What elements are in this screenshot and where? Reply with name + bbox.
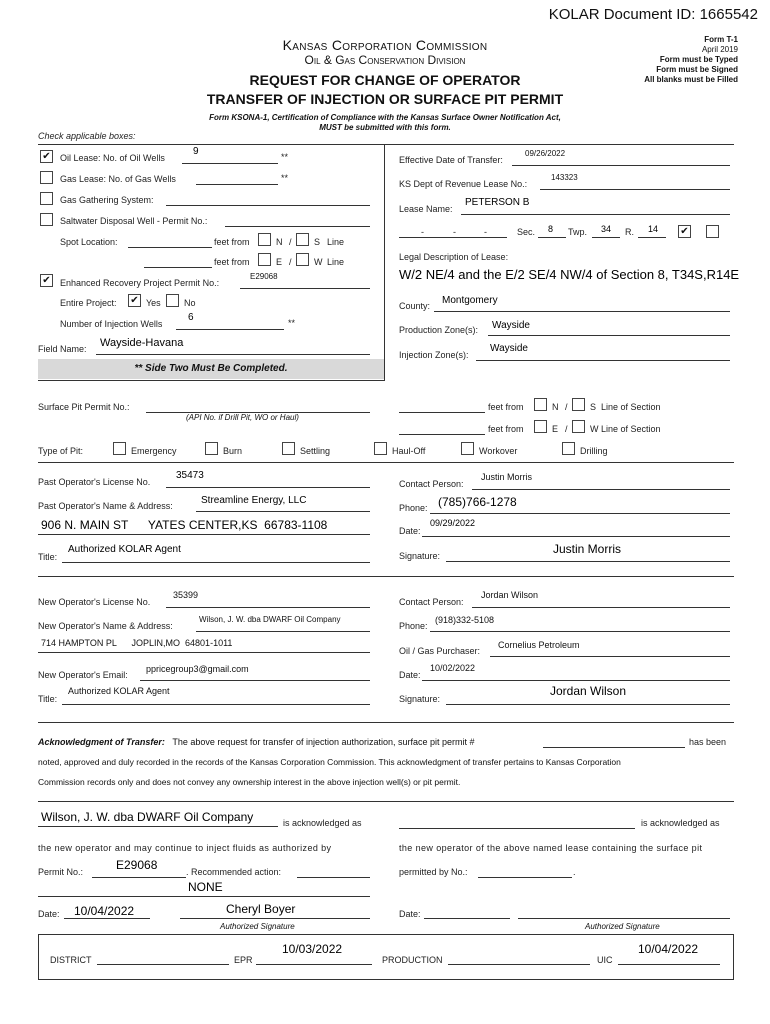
new-contact-label: Contact Person:: [399, 597, 464, 607]
gas-lease-label: Gas Lease: No. of Gas Wells: [60, 174, 176, 184]
subtitle-2: MUST be submitted with this form.: [319, 123, 451, 132]
document-id: KOLAR Document ID: 1665542: [548, 6, 758, 23]
oil-lease-checkbox[interactable]: [40, 150, 53, 163]
swd-checkbox[interactable]: [40, 213, 53, 226]
ack-left-name[interactable]: Wilson, J. W. dba DWARF Oil Company: [41, 810, 254, 824]
inj-zone-value[interactable]: Wayside: [490, 343, 528, 354]
form-title-2: TRANSFER OF INJECTION OR SURFACE PIT PERMIT: [206, 91, 564, 107]
pit-type-settling-checkbox[interactable]: [282, 442, 295, 455]
production-label: PRODUCTION: [382, 955, 443, 965]
ack-heading: Acknowledgment of Transfer:: [38, 737, 165, 747]
range-e-checkbox[interactable]: [678, 225, 691, 238]
pit-type-label: Type of Pit:: [38, 446, 84, 456]
side-two-banner: ** Side Two Must Be Completed.: [38, 359, 384, 379]
past-phone-label: Phone:: [399, 503, 428, 513]
ack-text2: noted, approved and duly recorded in the records of the Kansas Corporation Commission. This acknowledgment of transfer pertains to Kansas Corporation: [38, 757, 621, 767]
ack-left-auth-sig: Authorized Signature: [220, 922, 295, 931]
subtitle-1: Form KSONA-1, Certification of Compliance with the Kansas Surface Owner Notification Act,: [209, 113, 561, 122]
epr-label: EPR: [234, 955, 253, 965]
pit-type-workover-checkbox[interactable]: [461, 442, 474, 455]
gas-gathering-label: Gas Gathering System:: [60, 195, 154, 205]
spot-w-checkbox[interactable]: [296, 253, 309, 266]
purchaser-label: Oil / Gas Purchaser:: [399, 646, 481, 656]
lease-name-label: Lease Name:: [399, 204, 453, 214]
erp-value[interactable]: E29068: [250, 272, 278, 281]
division-name: Oil & Gas Conservation Division: [304, 53, 466, 67]
swd-label: Saltwater Disposal Well - Permit No.:: [60, 216, 208, 226]
spot-location-label: Spot Location:: [60, 237, 118, 247]
past-address-value[interactable]: 906 N. MAIN ST YATES CENTER,KS 66783-1108: [41, 518, 328, 532]
ack-right-text: the new operator of the above named lease containing the surface pit: [399, 843, 703, 853]
prod-zone-label: Production Zone(s):: [399, 325, 479, 335]
ack-right-date-label: Date:: [399, 909, 421, 919]
past-name-value[interactable]: Streamline Energy, LLC: [201, 495, 307, 506]
agency-name: Kansas Corporation Commission: [282, 37, 488, 53]
past-signature-value[interactable]: Justin Morris: [553, 542, 622, 556]
new-title-value[interactable]: Authorized KOLAR Agent: [68, 686, 170, 696]
erp-label: Enhanced Recovery Project Permit No.:: [60, 278, 220, 288]
uic-date[interactable]: 10/04/2022: [638, 942, 699, 956]
spot-n-checkbox[interactable]: [258, 233, 271, 246]
ack-text3: Commission records only and does not convey any ownership interest in the above injection well(s) or pit permit.: [38, 777, 461, 787]
gas-lease-checkbox[interactable]: [40, 171, 53, 184]
ks-dept-value[interactable]: 143323: [551, 173, 578, 182]
past-title-label: Title:: [38, 552, 58, 562]
sec-value[interactable]: 8: [548, 224, 554, 234]
new-contact-value[interactable]: Jordan Wilson: [481, 590, 539, 600]
new-name-label: New Operator's Name & Address:: [38, 621, 173, 631]
pit-type-drilling-checkbox[interactable]: [562, 442, 575, 455]
ack-has-been: has been: [689, 737, 727, 747]
past-title-value[interactable]: Authorized KOLAR Agent: [68, 544, 181, 555]
past-date-value[interactable]: 09/29/2022: [430, 518, 476, 528]
new-name-value[interactable]: Wilson, J. W. dba DWARF Oil Company: [199, 615, 341, 624]
purchaser-value[interactable]: Cornelius Petroleum: [498, 640, 580, 650]
epr-date[interactable]: 10/03/2022: [282, 942, 343, 956]
pit-api-hint: (API No. if Drill Pit, WO or Haul): [186, 413, 299, 422]
form-meta: [644, 35, 738, 85]
county-value[interactable]: Montgomery: [442, 295, 498, 306]
pit-n-checkbox[interactable]: [534, 398, 547, 411]
new-email-value[interactable]: ppricegroup3@gmail.com: [146, 664, 249, 674]
prod-zone-value[interactable]: Wayside: [492, 320, 530, 331]
permit-no-value[interactable]: E29068: [116, 858, 158, 872]
legal-desc-label: Legal Description of Lease:: [399, 252, 509, 262]
past-signature-label: Signature:: [399, 551, 441, 561]
past-phone-value[interactable]: (785)766-1278: [438, 495, 517, 509]
ack-right-auth-sig: Authorized Signature: [585, 922, 660, 931]
new-phone-label: Phone:: [399, 621, 428, 631]
inj-zone-label: Injection Zone(s):: [399, 350, 469, 360]
range-w-checkbox[interactable]: [706, 225, 719, 238]
spot-s-checkbox[interactable]: [296, 233, 309, 246]
pit-type-emergency-checkbox[interactable]: [113, 442, 126, 455]
past-contact-value[interactable]: Justin Morris: [481, 472, 533, 482]
ack-left-date-value[interactable]: 10/04/2022: [74, 904, 135, 918]
new-date-label: Date:: [399, 670, 421, 680]
legal-desc-value[interactable]: W/2 NE/4 and the E/2 SE/4 NW/4 of Section 8, T34S,R14E: [399, 267, 740, 282]
oil-lease-label: Oil Lease: No. of Oil Wells: [60, 153, 165, 163]
past-name-label: Past Operator's Name & Address:: [38, 501, 173, 511]
form-title-1: REQUEST FOR CHANGE OF OPERATOR: [249, 72, 521, 88]
new-title-label: Title:: [38, 694, 58, 704]
form-number: Form T-1: [704, 35, 738, 44]
ack-text1: The above request for transfer of injection authorization, surface pit permit #: [172, 737, 475, 747]
past-contact-label: Contact Person:: [399, 479, 464, 489]
district-label: DISTRICT: [50, 955, 92, 965]
ack-left-signature[interactable]: Cheryl Boyer: [226, 902, 296, 916]
past-date-label: Date:: [399, 526, 421, 536]
form-filled: All blanks must be Filled: [644, 75, 738, 84]
gas-gathering-checkbox[interactable]: [40, 192, 53, 205]
pit-type-hauloff-checkbox[interactable]: [374, 442, 387, 455]
form-typed: Form must be Typed: [659, 55, 738, 64]
past-license-label: Past Operator's License No.: [38, 477, 151, 487]
form-date: April 2019: [701, 45, 738, 54]
pit-e-checkbox[interactable]: [534, 420, 547, 433]
new-phone-value[interactable]: (918)332-5108: [435, 615, 495, 625]
new-email-label: New Operator's Email:: [38, 670, 128, 680]
center-divider: [384, 144, 385, 381]
oil-wells-value[interactable]: 9: [193, 146, 199, 157]
ack-paragraph-line1: [38, 737, 475, 747]
new-license-value[interactable]: 35399: [173, 590, 199, 600]
new-signature-label: Signature:: [399, 694, 441, 704]
pit-w-checkbox[interactable]: [572, 420, 585, 433]
field-name-value[interactable]: Wayside-Havana: [100, 337, 184, 349]
top-rule: [38, 144, 734, 145]
recommended-label: . Recommended action:: [186, 867, 282, 877]
lease-name-value[interactable]: PETERSON B: [465, 197, 530, 208]
entire-project-label: Entire Project:: [60, 298, 117, 308]
ack-left-text: the new operator and may continue to inject fluids as authorized by: [38, 843, 332, 853]
entire-project-yes-checkbox[interactable]: [128, 294, 141, 307]
effective-date-value[interactable]: 09/26/2022: [525, 149, 566, 158]
pit-type-burn-checkbox[interactable]: [205, 442, 218, 455]
spot-e-checkbox[interactable]: [258, 253, 271, 266]
entire-project-no-checkbox[interactable]: [166, 294, 179, 307]
past-license-value[interactable]: 35473: [176, 470, 204, 481]
erp-checkbox[interactable]: [40, 274, 53, 287]
recommended-value[interactable]: NONE: [188, 880, 223, 894]
ks-dept-label: KS Dept of Revenue Lease No.:: [399, 179, 528, 189]
new-license-label: New Operator's License No.: [38, 597, 151, 607]
permit-no-label: Permit No.:: [38, 867, 84, 877]
effective-date-label: Effective Date of Transfer:: [399, 155, 503, 165]
new-address-value[interactable]: 714 HAMPTON PL JOPLIN,MO 64801-1011: [41, 638, 233, 648]
new-signature-value[interactable]: Jordan Wilson: [550, 684, 627, 698]
new-date-value[interactable]: 10/02/2022: [430, 663, 476, 673]
field-name-label: Field Name:: [38, 344, 87, 354]
form-signed: Form must be Signed: [656, 65, 738, 74]
twp-value[interactable]: 34: [601, 224, 612, 234]
inj-wells-value[interactable]: 6: [188, 312, 194, 323]
pit-permit-label: Surface Pit Permit No.:: [38, 402, 130, 412]
county-label: County:: [399, 301, 431, 311]
uic-label: UIC: [597, 955, 613, 965]
ack-left-date-label: Date:: [38, 909, 60, 919]
permitted-by-label: permitted by No.:: [399, 867, 468, 877]
inj-wells-label: Number of Injection Wells: [60, 319, 163, 329]
check-label: Check applicable boxes:: [38, 131, 136, 141]
pit-s-checkbox[interactable]: [572, 398, 585, 411]
range-value[interactable]: 14: [648, 224, 659, 234]
